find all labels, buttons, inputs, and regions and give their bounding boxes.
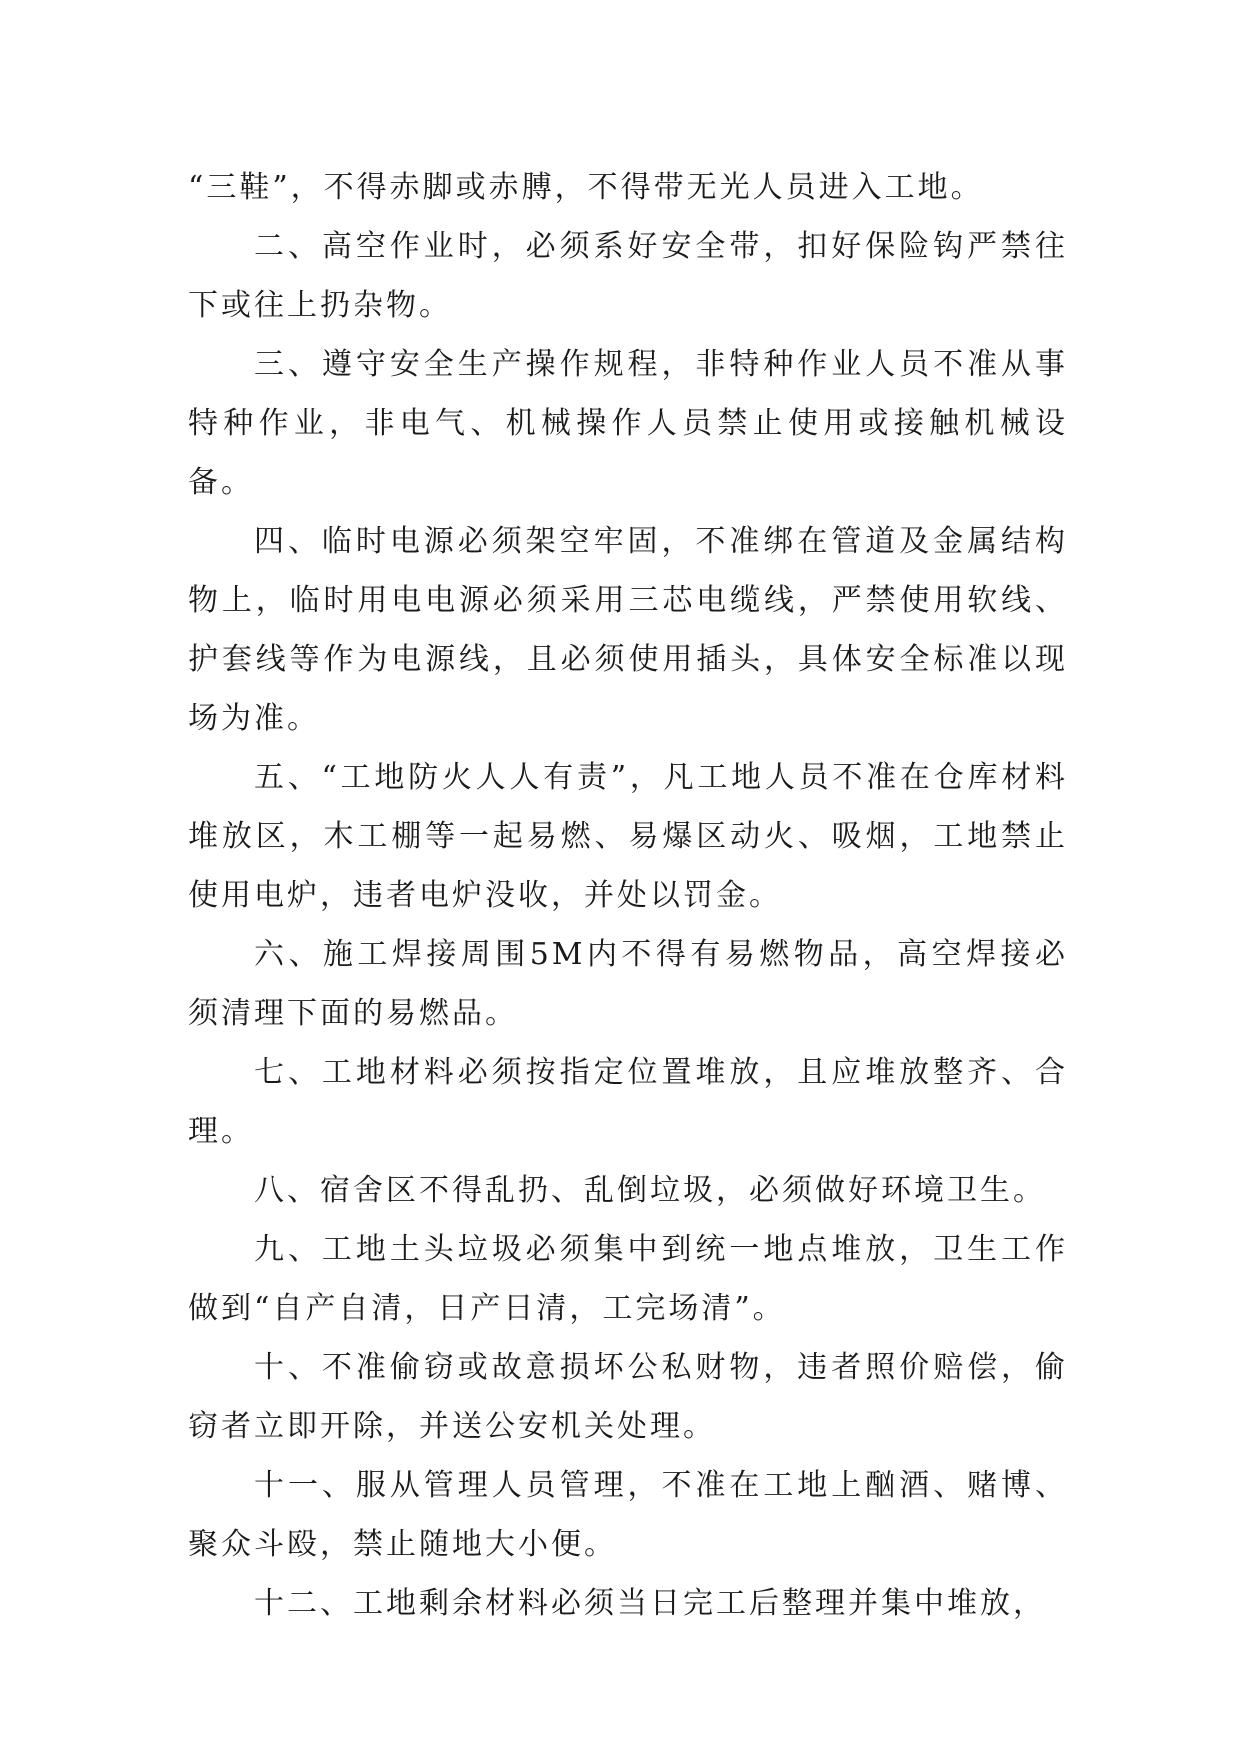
rule-3-paragraph: 三、遵守安全生产操作规程，非特种作业人员不准从事特种作业，非电气、机械操作人员禁止使用或接触机械设备。 [188, 347, 1068, 500]
paragraph-continuation: “三鞋”，不得赤脚或赤膊，不得带无光人员进入工地。 [188, 170, 984, 205]
rule-12-paragraph: 十二、工地剩余材料必须当日完工后整理并集中堆放， [254, 1586, 1046, 1621]
rule-2-paragraph: 二、高空作业时，必须系好安全带，扣好保险钩严禁往下或往上扔杂物。 [188, 229, 1068, 323]
document-page [188, 158, 1068, 1633]
rule-9-paragraph: 九、工地土头垃圾必须集中到统一地点堆放，卫生工作做到“自产自清，日产日清，工完场清”。 [188, 1232, 1068, 1326]
rule-8-paragraph: 八、宿舍区不得乱扔、乱倒垃圾，必须做好环境卫生。 [254, 1173, 1046, 1208]
rule-7-paragraph: 七、工地材料必须按指定位置堆放，且应堆放整齐、合理。 [188, 1055, 1068, 1149]
rule-5-paragraph: 五、“工地防火人人有责”，凡工地人员不准在仓库材料堆放区，木工棚等一起易燃、易爆区动火、吸烟，工地禁止使用电炉，违者电炉没收，并处以罚金。 [188, 760, 1068, 913]
rule-4-paragraph: 四、临时电源必须架空牢固，不准绑在管道及金属结构物上，临时用电电源必须采用三芯电缆线，严禁使用软线、护套线等作为电源线，且必须使用插头，具体安全标准以现场为准。 [188, 524, 1068, 736]
rule-6-paragraph: 六、施工焊接周围5M内不得有易燃物品，高空焊接必须清理下面的易燃品。 [188, 937, 1068, 1031]
rule-11-paragraph: 十一、服从管理人员管理，不准在工地上酗酒、赌博、聚众斗殴，禁止随地大小便。 [188, 1468, 1068, 1562]
rule-10-paragraph: 十、不准偷窃或故意损坏公私财物，违者照价赔偿，偷窃者立即开除，并送公安机关处理。 [188, 1350, 1068, 1444]
